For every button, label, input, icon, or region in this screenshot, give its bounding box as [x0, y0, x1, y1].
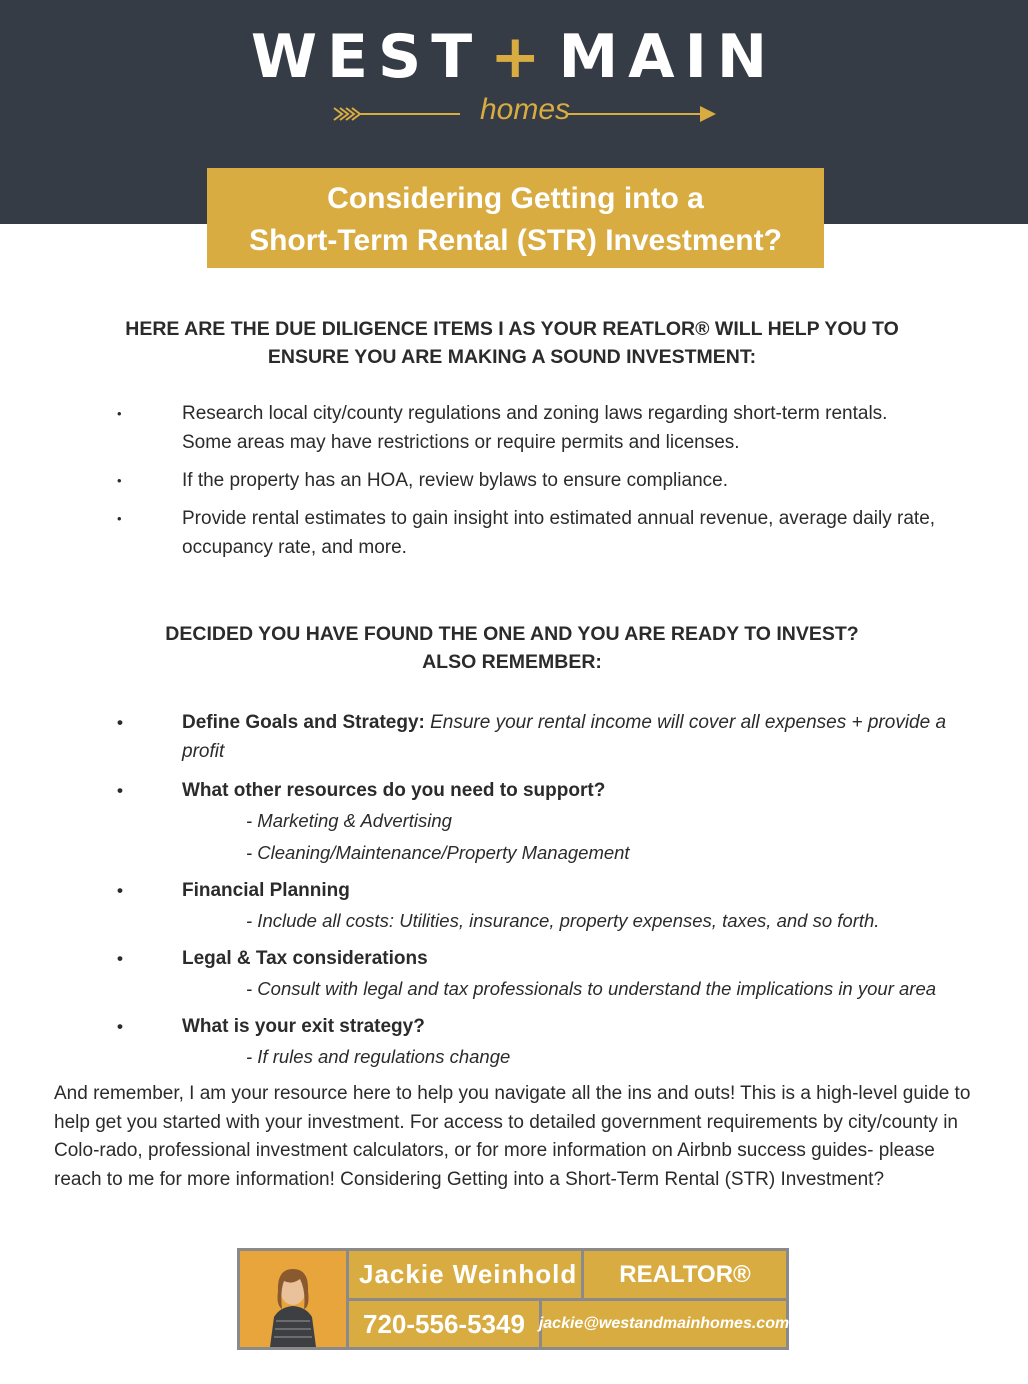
section1-heading-line-2: ENSURE YOU ARE MAKING A SOUND INVESTMENT: — [267, 346, 757, 368]
section2-heading-line-1: DECIDED YOU HAVE FOUND THE ONE AND YOU ARE READY TO INVEST? — [165, 623, 859, 645]
brand-logo — [0, 22, 1028, 92]
section1-list — [0, 399, 1028, 562]
section2-list — [0, 708, 1028, 1073]
banner-line-2: Short-Term Rental (STR) Investment? — [249, 224, 782, 257]
list-item-text: Research local city/county regulations and zoning laws regarding short-term rentals. — [182, 403, 888, 424]
banner-line-1: Considering Getting into a — [327, 182, 704, 215]
bullet-icon: • — [117, 473, 122, 488]
agent-title: REALTOR® — [584, 1251, 786, 1298]
item-title: Define Goals and Strategy: — [182, 712, 425, 733]
sub-item: - Marketing & Advertising — [246, 810, 452, 831]
item-title: Financial Planning — [182, 880, 350, 901]
logo-word-west: WEST — [250, 22, 483, 92]
sub-item: - If rules and regulations change — [246, 1046, 511, 1067]
agent-email-link[interactable]: jackie@westandmainhomes.com — [542, 1301, 786, 1347]
sub-item: - Cleaning/Maintenance/Property Management — [246, 842, 630, 863]
list-item-text: Provide rental estimates to gain insight into estimated annual revenue, average daily rate, — [182, 508, 936, 529]
logo-subtitle: homes — [479, 93, 571, 126]
closing-paragraph: And remember, I am your resource here to help you navigate all the ins and outs! This is a high-level guide to help get you started with your investment. For access to detailed government requirements by city/county in Colo-rado, professional investment calculators, or for more information on Airbnb success guides- please reach to me for more information! Considering Getting into a Short-Term Rental (STR) Investment? — [54, 1083, 971, 1190]
section1-heading-line-1: HERE ARE THE DUE DILIGENCE ITEMS I AS YOUR REATLOR® WILL HELP YOU TO — [125, 318, 899, 340]
bullet-icon: • — [117, 1017, 123, 1036]
section2-heading-line-2: ALSO REMEMBER: — [422, 651, 602, 673]
list-item — [0, 876, 1028, 905]
list-item — [0, 466, 1028, 495]
list-item — [0, 708, 1028, 766]
agent-name: Jackie Weinhold — [349, 1251, 581, 1298]
list-item — [0, 504, 1028, 562]
list-item-text: occupancy rate, and more. — [182, 537, 407, 558]
bullet-icon: • — [117, 406, 122, 421]
item-description: Ensure your rental income will cover all expenses + provide a profit — [182, 712, 947, 762]
contact-card — [237, 1248, 789, 1350]
bullet-icon: • — [117, 511, 122, 526]
person-icon — [240, 1251, 346, 1347]
agent-photo — [240, 1251, 346, 1347]
list-item-text: If the property has an HOA, review bylaws to ensure compliance. — [182, 470, 728, 491]
item-title: What is your exit strategy? — [182, 1016, 425, 1037]
bullet-icon: • — [117, 713, 123, 732]
bullet-icon: • — [117, 781, 123, 800]
list-item — [0, 776, 1028, 805]
sub-item: - Include all costs: Utilities, insurance, property expenses, taxes, and so forth. — [246, 910, 880, 931]
logo-plus: + — [490, 22, 551, 92]
logo-word-main: MAIN — [558, 22, 778, 92]
bullet-icon: • — [117, 949, 123, 968]
item-title: What other resources do you need to support? — [182, 780, 606, 801]
list-item — [0, 944, 1028, 973]
agent-phone-link[interactable]: 720-556-5349 — [349, 1301, 539, 1347]
sub-item: - Consult with legal and tax professionals to understand the implications in your area — [246, 978, 937, 999]
item-title: Legal & Tax considerations — [182, 948, 428, 969]
list-item — [0, 399, 1028, 457]
section1-heading — [60, 315, 964, 371]
title-banner — [207, 168, 824, 268]
list-item-text: Some areas may have restrictions or require permits and licenses. — [182, 432, 740, 453]
list-item — [0, 1012, 1028, 1041]
logo-arrow-row — [330, 90, 720, 130]
bullet-icon: • — [117, 881, 123, 900]
section2-heading — [60, 620, 964, 676]
